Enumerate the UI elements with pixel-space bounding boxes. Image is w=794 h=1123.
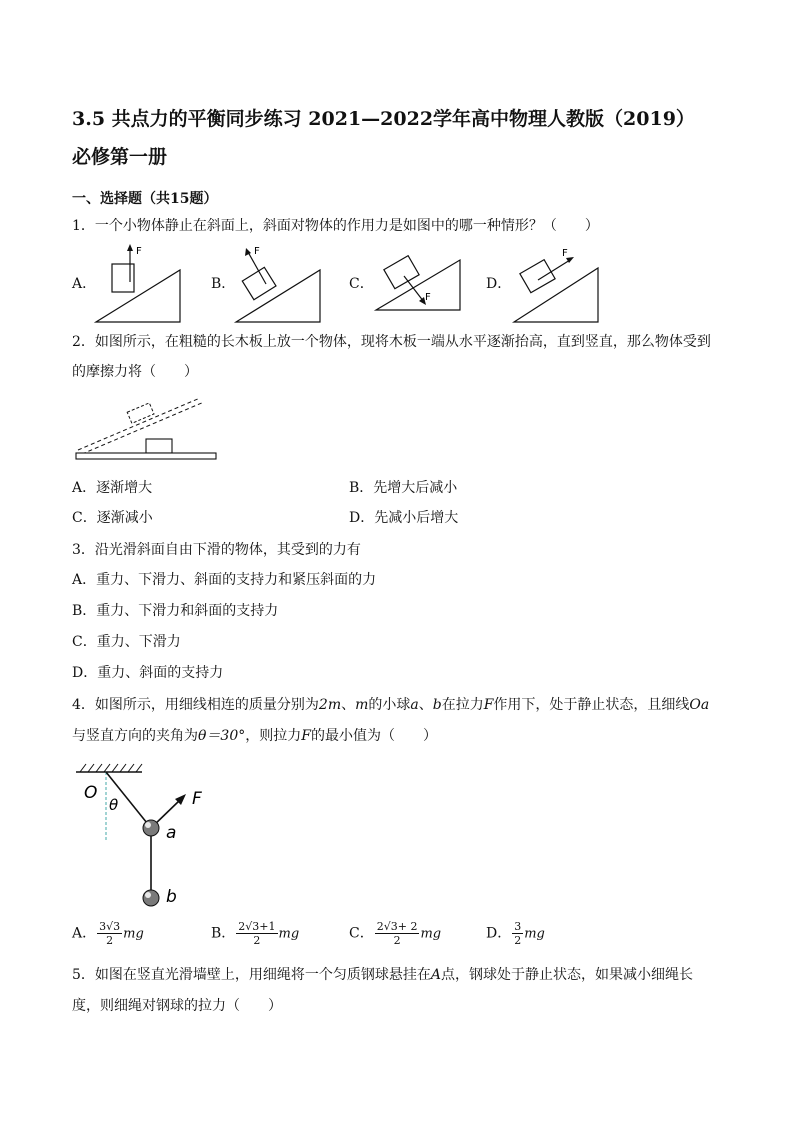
q2-stem-line-2: 的摩擦力将（ ） (72, 364, 198, 380)
q4-option-a: A． $\frac{3√3}{2}$ mg (72, 920, 144, 947)
q2-option-a: A．逐渐增大 (72, 480, 153, 496)
page-title (72, 100, 732, 176)
q4-option-b: B． $\frac{2√3+1}{2}$ mg (211, 920, 300, 947)
q1-force-label-b: F (254, 246, 260, 257)
q4-label-a: a (166, 823, 177, 843)
q4-stem-line-2: 与竖直方向的夹角为θ＝30°，则拉力F的最小值为（ ） (72, 728, 437, 744)
q4-figure (72, 762, 232, 914)
q2-stem-line-1: 2．如图所示，在粗糙的长木板上放一个物体，现将木板一端从水平逐渐抬高，直到竖直，那么物体受到 (72, 334, 711, 350)
q1-option-c: C． (349, 276, 374, 292)
title-line-1: 3.5 共点力的平衡同步练习 2021—2022学年高中物理人教版（2019） (72, 108, 695, 130)
q2-option-d: D．先减小后增大 (349, 510, 459, 526)
q3-option-c: C．重力、下滑力 (72, 634, 181, 650)
q3-stem: 3．沿光滑斜面自由下滑的物体，其受到的力有 (72, 542, 361, 558)
q4-option-d: D． $\frac{3}{2}$ mg (486, 920, 545, 947)
q2-figure (74, 394, 220, 464)
q4-label-o: O (84, 783, 98, 803)
q1-figure-d (510, 242, 604, 324)
q1-force-label-a: F (136, 246, 142, 257)
q4-label-b: b (166, 887, 177, 907)
q5-stem-line-2: 度，则细绳对钢球的拉力（ ） (72, 998, 282, 1014)
q1-figure-a (94, 242, 184, 324)
q1-option-d: D． (486, 276, 512, 292)
q4-label-theta: θ (109, 796, 119, 814)
q1-option-a: A． (72, 276, 97, 292)
q3-option-d: D．重力、斜面的支持力 (72, 665, 224, 681)
section-heading: 一、选择题（共15题） (72, 191, 218, 207)
q3-option-a: A．重力、下滑力、斜面的支持力和紧压斜面的力 (72, 572, 377, 588)
q2-option-c: C．逐渐减小 (72, 510, 153, 526)
q1-force-label-c: F (425, 292, 431, 303)
q1-option-b: B． (211, 276, 236, 292)
q1-figure-c (372, 242, 464, 324)
q2-option-b: B．先增大后减小 (349, 480, 458, 496)
q1-force-label-d: F (562, 248, 568, 259)
q4-label-f: F (192, 789, 202, 809)
q1-stem: 1．一个小物体静止在斜面上，斜面对物体的作用力是如图中的哪一种情形？（ ） (72, 218, 599, 234)
q4-stem-line-1: 4．如图所示，用细线相连的质量分别为2m、m的小球a、b在拉力F作用下，处于静止状态，且细线Oa (72, 697, 710, 713)
q1-figure-b (232, 242, 322, 324)
q5-stem-line-1: 5．如图在竖直光滑墙壁上，用细绳将一个匀质钢球悬挂在A点，钢球处于静止状态，如果减小细绳长 (72, 967, 694, 983)
title-line-2: 必修第一册 (72, 146, 168, 168)
q4-option-c: C． $\frac{2√3+ 2}{2}$ mg (349, 920, 442, 947)
q3-option-b: B．重力、下滑力和斜面的支持力 (72, 603, 279, 619)
